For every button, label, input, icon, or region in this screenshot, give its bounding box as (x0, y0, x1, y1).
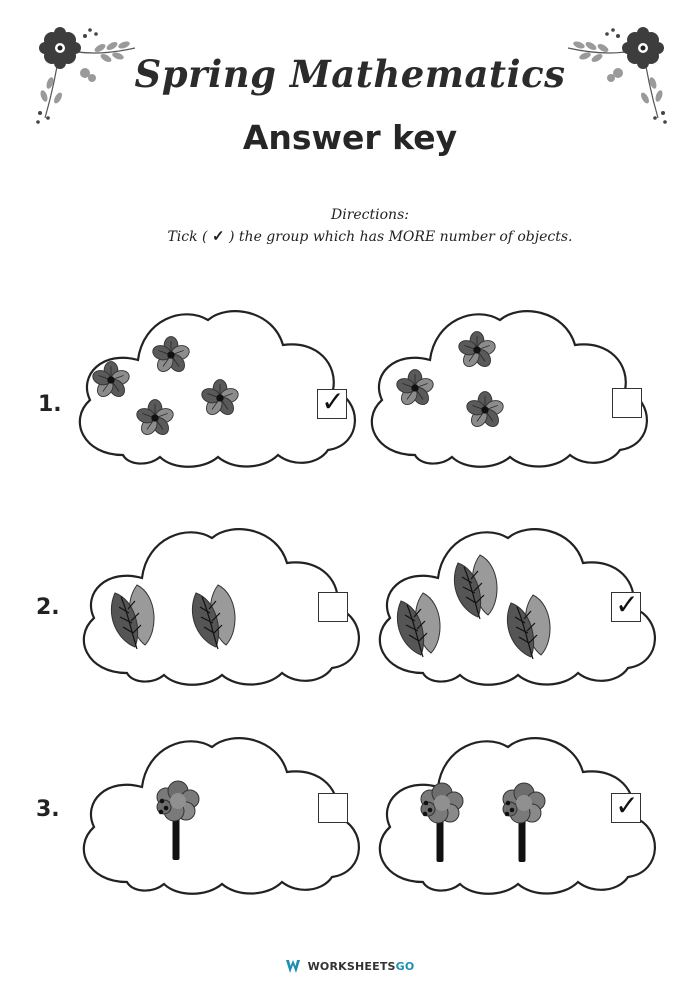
directions-label: Directions: (331, 207, 409, 223)
q2-left-checkbox[interactable] (318, 592, 348, 622)
q3-left-checkbox[interactable] (318, 793, 348, 823)
worksheetsgo-logo-icon (286, 960, 304, 976)
q2-right-checkbox[interactable] (611, 588, 641, 622)
page-title: Spring Mathematics (134, 52, 566, 96)
tick-symbol-icon: ✓ (211, 227, 225, 245)
check-mark-icon: ✓ (615, 588, 639, 621)
answer-key-heading: Answer key (242, 118, 458, 157)
check-mark-icon: ✓ (321, 385, 345, 418)
q1-right-checkbox[interactable] (612, 388, 642, 418)
q1-left-checkbox[interactable] (317, 385, 347, 419)
check-mark-icon: ✓ (615, 789, 639, 822)
directions-text (0, 226, 700, 248)
footer-brand (0, 960, 700, 976)
brand-suffix: GO (395, 960, 415, 973)
directions (0, 205, 700, 248)
question-number: 1. (38, 392, 62, 417)
directions-text-after: ) the group which has MORE number of objects. (229, 229, 573, 245)
brand-prefix: WORKSHEETS (307, 960, 396, 973)
question-number: 3. (36, 797, 60, 822)
q3-right-checkbox[interactable] (611, 789, 641, 823)
question-number: 2. (36, 595, 60, 620)
directions-text-before: Tick ( (167, 229, 208, 245)
